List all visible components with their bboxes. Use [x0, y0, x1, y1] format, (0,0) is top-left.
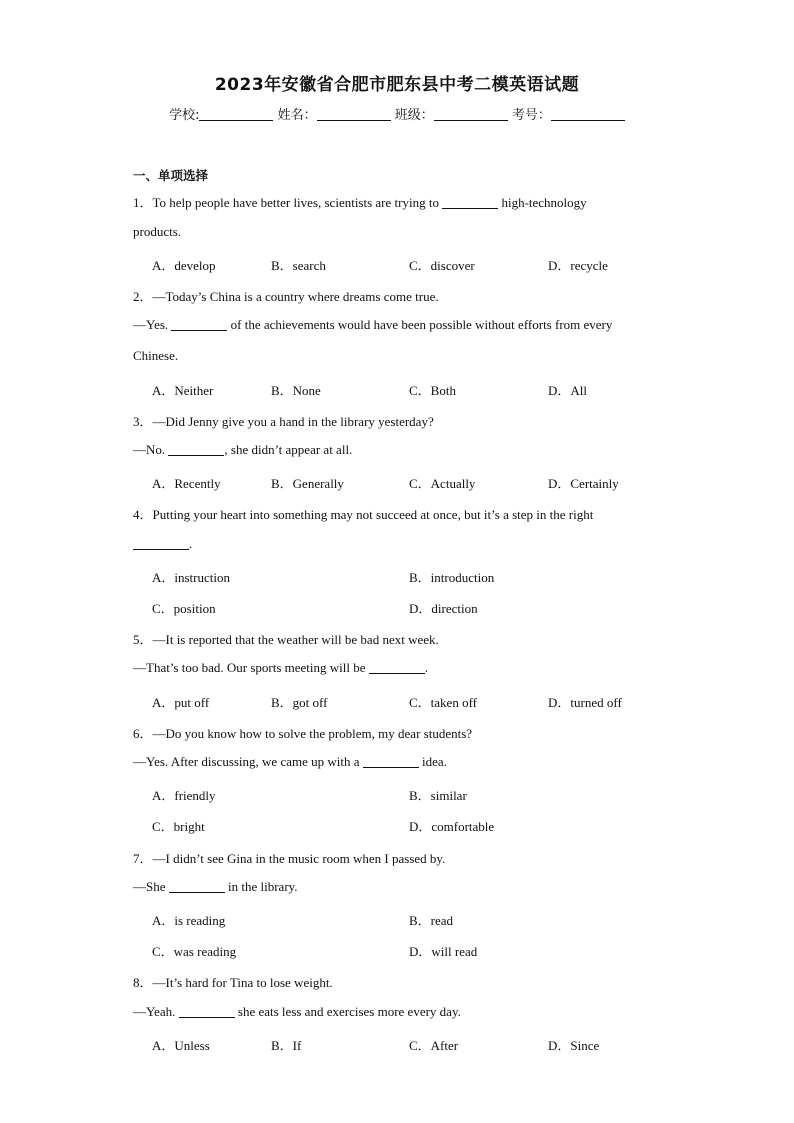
question-1-option-d[interactable]: D．recycle — [548, 258, 608, 273]
question-7-reply-cont: in the library. — [228, 879, 298, 894]
question-5-option-a[interactable]: A．put off — [152, 695, 210, 710]
question-7-blank — [169, 880, 225, 893]
question-6-option-d[interactable]: D．comfortable — [409, 819, 495, 834]
question-1-text — [133, 192, 587, 211]
student-info-row — [0, 104, 794, 123]
question-5-text-line2 — [133, 660, 428, 676]
number-field[interactable] — [551, 108, 625, 121]
school-label: 学校: — [169, 108, 200, 123]
question-3-blank — [168, 443, 224, 456]
question-4-option-a[interactable]: A．instruction — [152, 570, 230, 585]
question-2-text-line2 — [133, 317, 612, 333]
question-8-option-b[interactable]: B．If — [271, 1038, 302, 1053]
question-4-option-b[interactable]: B．introduction — [409, 570, 495, 585]
question-3-reply: —No. — [133, 442, 166, 457]
question-7-reply: —She — [133, 879, 166, 894]
question-1-option-a[interactable]: A．develop — [152, 258, 216, 273]
question-4-text: 4．Putting your heart into something may not succeed at once, but it’s a step in the right — [133, 507, 594, 522]
question-8-option-d[interactable]: D．Since — [548, 1038, 600, 1053]
question-7-text: 7．—I didn’t see Gina in the music room when I passed by. — [133, 851, 446, 866]
question-4-period: . — [189, 536, 193, 551]
question-3-option-c[interactable]: C．Actually — [409, 476, 476, 491]
question-1-text-line2: products. — [133, 224, 182, 239]
question-6-text-line2 — [133, 754, 447, 770]
question-5-text: 5．—It is reported that the weather will be bad next week. — [133, 632, 439, 647]
question-8-reply: —Yeah. — [133, 1004, 176, 1019]
question-6-reply: —Yes. After discussing, we came up with a — [133, 754, 360, 769]
question-2-option-a[interactable]: A．Neither — [152, 383, 214, 398]
question-6-option-b[interactable]: B．similar — [409, 788, 467, 803]
question-3-reply-cont: , she didn’t appear at all. — [224, 442, 353, 457]
question-7-option-a[interactable]: A．is reading — [152, 913, 226, 928]
question-7-text-line2 — [133, 879, 298, 895]
question-2-reply: —Yes. — [133, 317, 169, 332]
question-8-blank — [179, 1005, 235, 1018]
question-5-option-d[interactable]: D．turned off — [548, 695, 622, 710]
question-1-blank — [442, 196, 498, 209]
page-title: 2023年安徽省合肥市肥东县中考二模英语试题 — [214, 75, 580, 95]
name-label: 姓名： — [277, 108, 317, 123]
name-field[interactable] — [317, 108, 391, 121]
question-4-text-line2 — [133, 536, 192, 552]
school-field[interactable] — [199, 108, 273, 121]
question-5-blank — [369, 661, 425, 674]
question-3-text-line2 — [133, 442, 352, 458]
question-3-option-b[interactable]: B．Generally — [271, 476, 344, 491]
question-2-option-b[interactable]: B．None — [271, 383, 321, 398]
question-2-text: 2．—Today’s China is a country where dreams come true. — [133, 289, 439, 304]
class-field[interactable] — [434, 108, 508, 121]
question-6-option-a[interactable]: A．friendly — [152, 788, 216, 803]
question-2-option-c[interactable]: C．Both — [409, 383, 456, 398]
question-4-blank — [133, 537, 189, 550]
question-3-option-d[interactable]: D．Certainly — [548, 476, 619, 491]
section-title: 一、单项选择 — [133, 168, 209, 183]
question-7-option-c[interactable]: C．was reading — [152, 944, 237, 959]
question-4-option-d[interactable]: D．direction — [409, 601, 478, 616]
question-5-option-c[interactable]: C．taken off — [409, 695, 477, 710]
question-5-reply: —That’s too bad. Our sports meeting will be — [133, 660, 366, 675]
class-label: 班级： — [394, 108, 434, 123]
question-2-option-d[interactable]: D．All — [548, 383, 588, 398]
question-5-period: . — [424, 660, 429, 675]
question-3-option-a[interactable]: A．Recently — [152, 476, 221, 491]
question-6-text: 6．—Do you know how to solve the problem, my dear students? — [133, 726, 473, 741]
question-3-text: 3．—Did Jenny give you a hand in the library yesterday? — [133, 414, 434, 429]
question-6-reply-cont: idea. — [422, 754, 447, 769]
question-1-stem-cont: high-technology — [501, 195, 587, 210]
question-7-option-b[interactable]: B．read — [409, 913, 454, 928]
question-6-option-c[interactable]: C．bright — [152, 819, 205, 834]
question-2-blank — [171, 318, 227, 331]
question-8-text-line2 — [133, 1004, 461, 1020]
question-7-option-d[interactable]: D．will read — [409, 944, 478, 959]
question-1-option-b[interactable]: B．search — [271, 258, 326, 273]
question-8-reply-cont: she eats less and exercises more every day. — [237, 1004, 461, 1019]
number-label: 考号： — [511, 108, 551, 123]
question-6-blank — [363, 755, 419, 768]
question-2-reply-cont: of the achievements would have been possible without efforts from every — [230, 317, 613, 332]
question-1-option-c[interactable]: C．discover — [409, 258, 475, 273]
question-8-option-c[interactable]: C．After — [409, 1038, 459, 1053]
question-8-text: 8．—It’s hard for Tina to lose weight. — [133, 975, 333, 990]
question-4-option-c[interactable]: C．position — [152, 601, 216, 616]
question-2-text-line3: Chinese. — [133, 348, 179, 363]
question-8-option-a[interactable]: A．Unless — [152, 1038, 210, 1053]
question-5-option-b[interactable]: B．got off — [271, 695, 328, 710]
question-1-stem: 1．To help people have better lives, scientists are trying to — [133, 195, 439, 210]
